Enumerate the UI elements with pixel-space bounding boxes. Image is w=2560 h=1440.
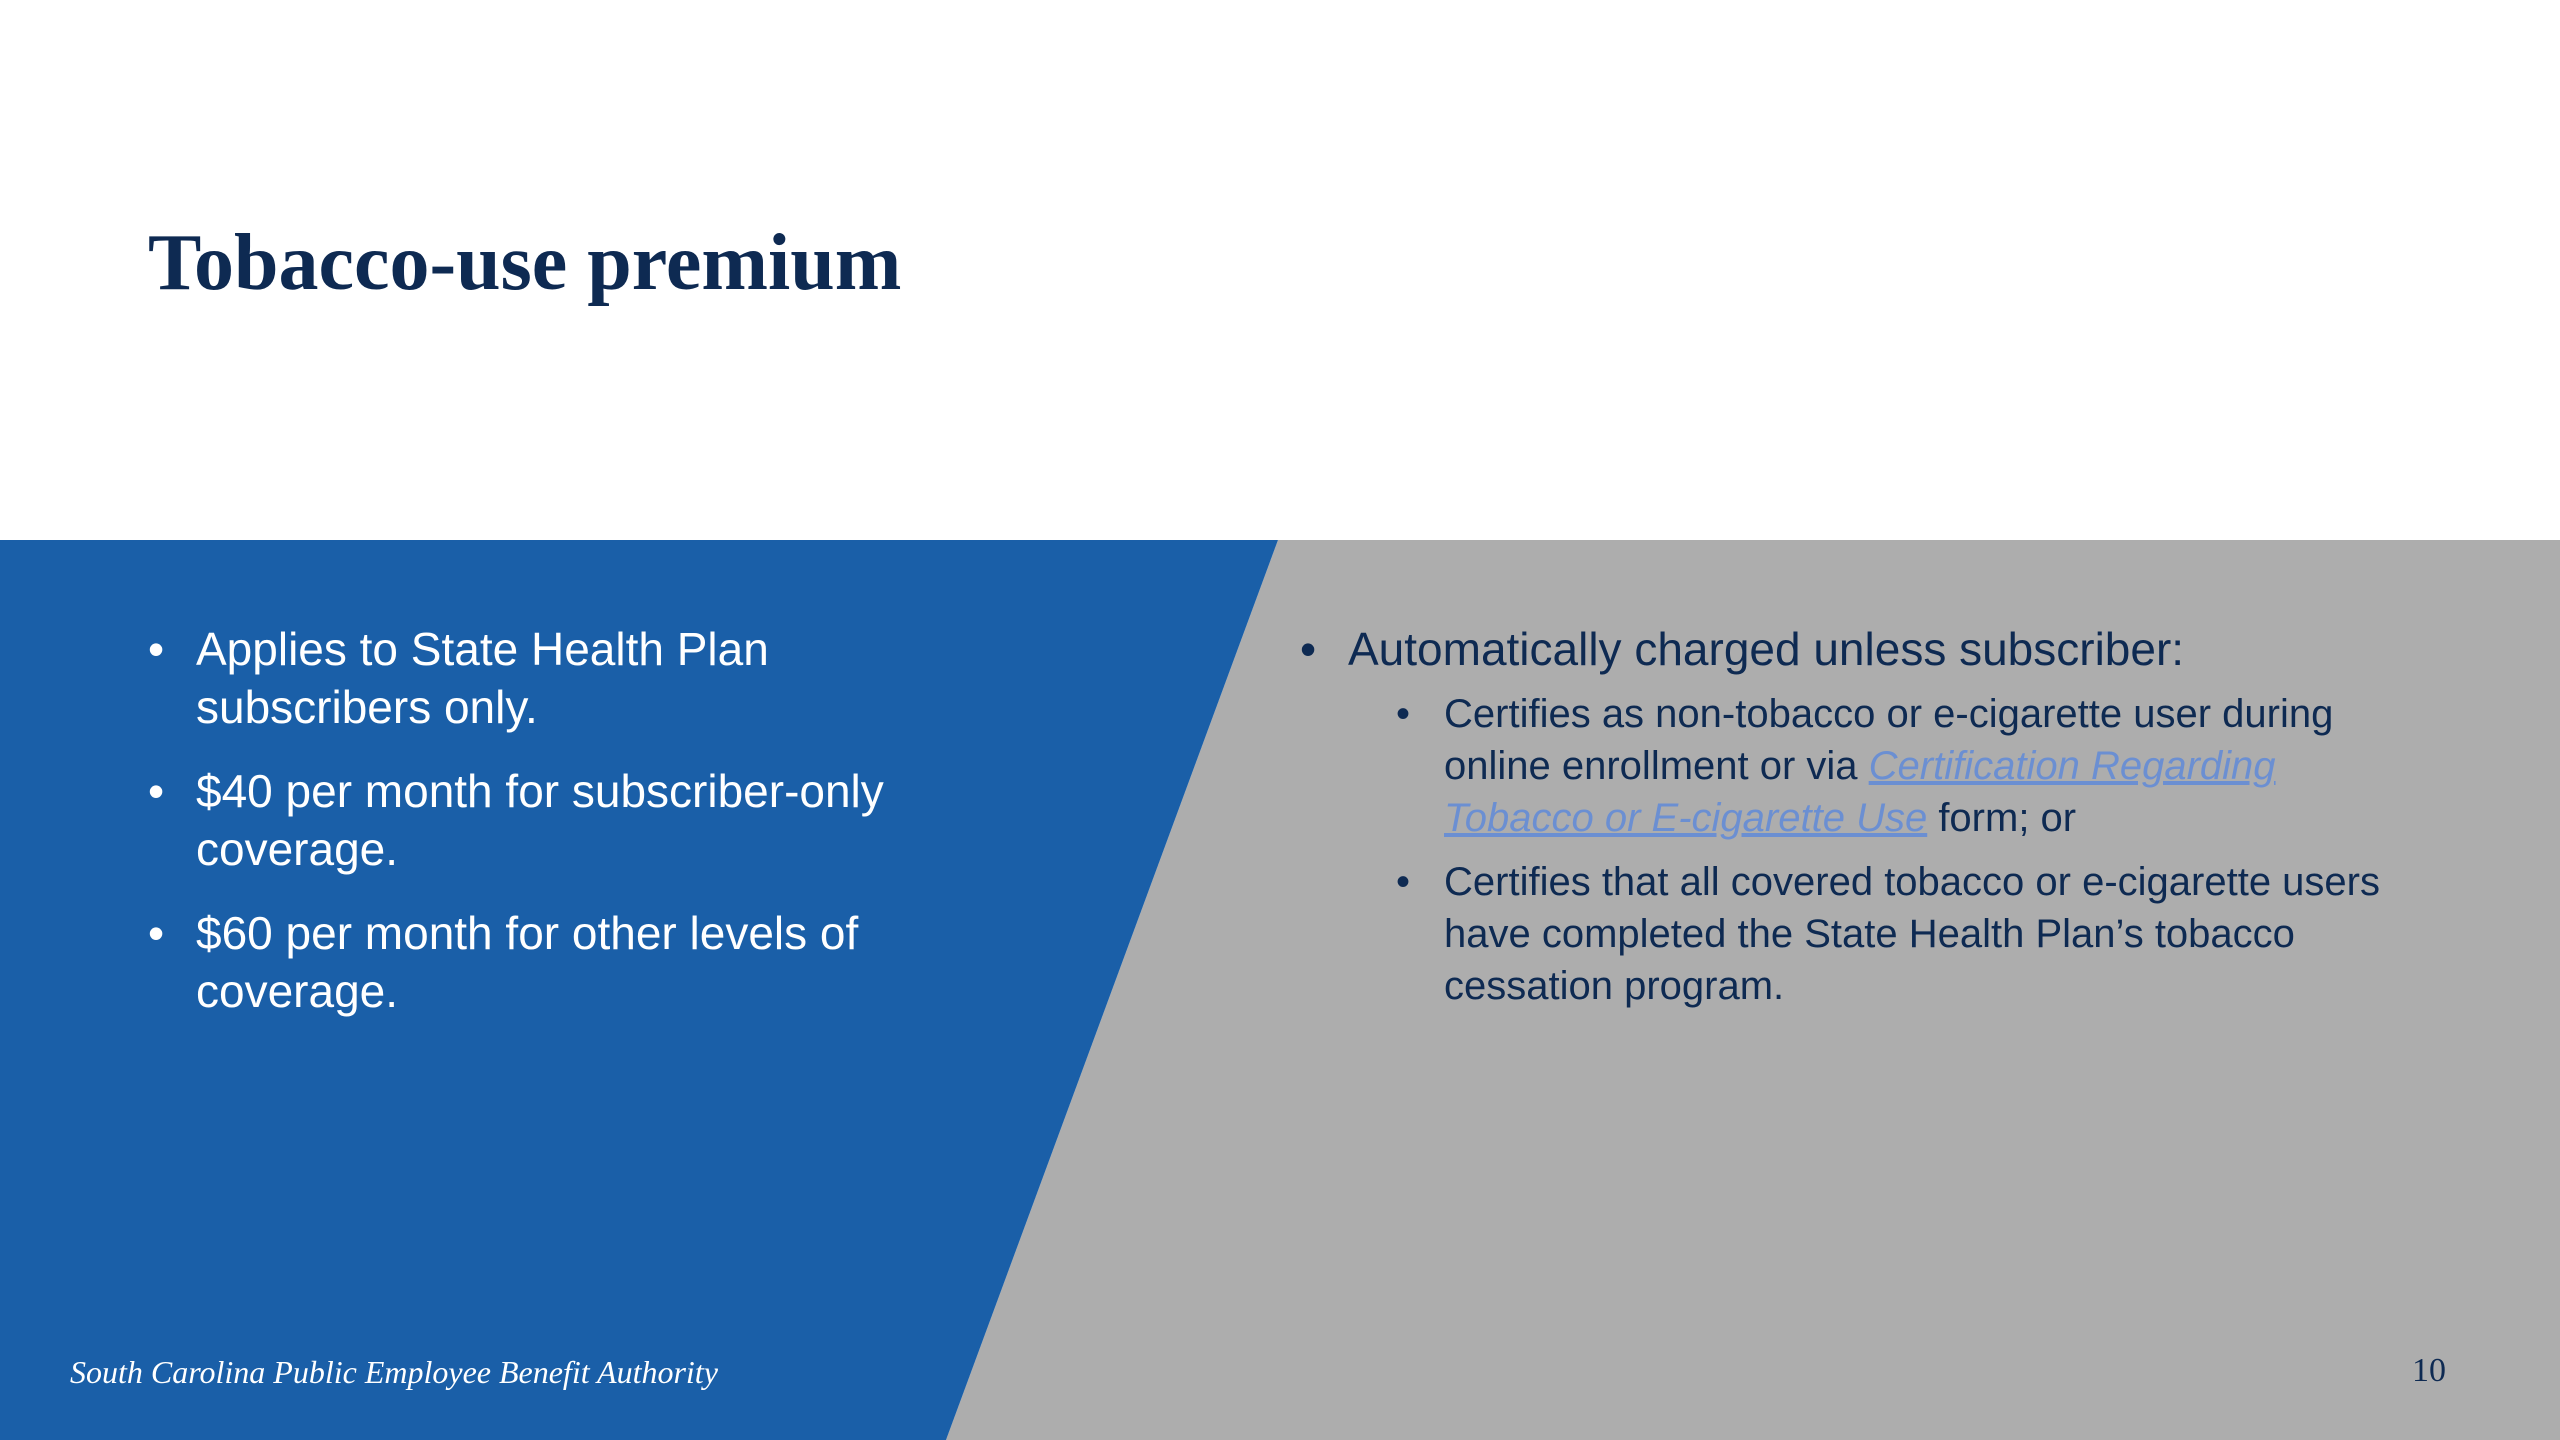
- right-main-bullet: • Automatically charged unless subscriber:: [1300, 620, 2400, 678]
- page-number: 10: [2412, 1352, 2446, 1389]
- left-bullets: [148, 620, 948, 1046]
- left-bullet-3: • $60 per month for other levels of coverage.: [148, 904, 948, 1020]
- sub-bullet-1-text: Certifies as non-tobacco or e-cigarette user during online enrollment or via: [1444, 692, 2334, 788]
- slide-title: Tobacco-use premium: [148, 219, 902, 307]
- left-bullet-1: • Applies to State Health Plan subscribers only.: [148, 620, 948, 736]
- right-bullets: [1300, 620, 2400, 1024]
- footer-organization: South Carolina Public Employee Benefit Authority: [70, 1354, 718, 1390]
- certification-form-link[interactable]: Certification Regarding Tobacco or E-cigarette Use: [1444, 744, 2276, 840]
- sub-bullet-1-suffix: form; or: [1927, 796, 2077, 840]
- right-sub-bullet-2: • Certifies that all covered tobacco or e-cigarette users have completed the State Health Plan’s tobacco cessation program.: [1396, 856, 2400, 1012]
- right-sub-bullet-1: [1396, 688, 2400, 844]
- right-sub-bullets: [1396, 688, 2400, 1012]
- left-bullet-2: • $40 per month for subscriber-only coverage.: [148, 762, 948, 878]
